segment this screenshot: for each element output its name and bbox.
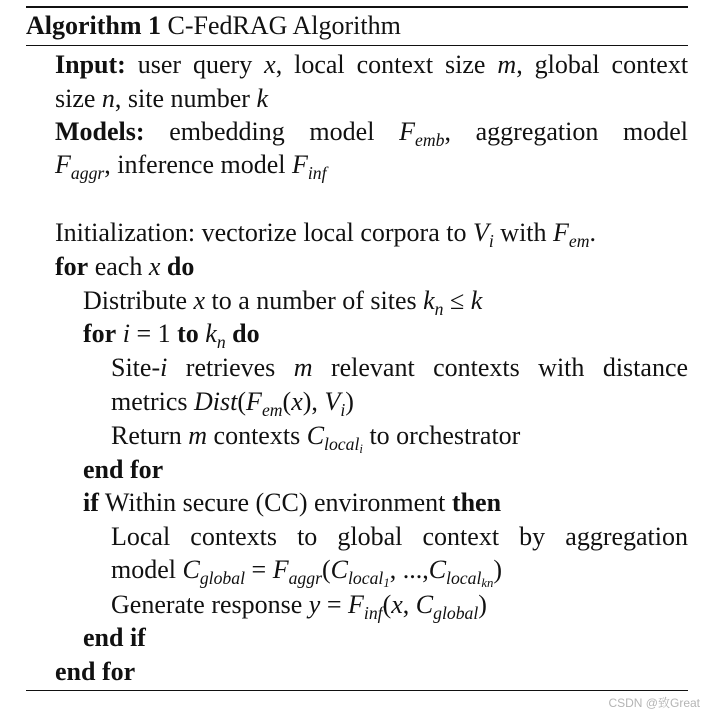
math-var: i xyxy=(122,319,130,348)
top-rule xyxy=(26,6,688,8)
math-var: k xyxy=(256,84,268,113)
math-paren: ) xyxy=(478,590,487,619)
math-subscript: em xyxy=(261,399,283,420)
math-subscript: i xyxy=(340,399,346,420)
math-var: x xyxy=(264,50,276,79)
math-var: C xyxy=(428,555,447,584)
distribute-line xyxy=(83,286,483,319)
math-var: C xyxy=(415,590,434,619)
math-var: V xyxy=(472,218,489,247)
input-text: size xyxy=(55,84,96,113)
models-text: embedding model xyxy=(169,117,375,146)
init-text: with xyxy=(500,218,547,247)
init-text: . xyxy=(589,218,597,247)
math-var: m xyxy=(497,50,517,79)
math-var: i xyxy=(160,353,168,382)
models-text: , aggregation model xyxy=(444,117,689,146)
for-text: each xyxy=(94,252,143,281)
math-var: x xyxy=(148,252,161,281)
math-var: F xyxy=(553,218,569,247)
aggregate-line-1: Local contexts to global context by aggregation xyxy=(111,522,688,551)
input-line-2 xyxy=(55,86,268,112)
if-line xyxy=(83,490,501,516)
bottom-rule xyxy=(26,690,688,691)
generate-text: Generate response xyxy=(111,590,303,619)
math-paren: ( xyxy=(321,555,331,584)
input-keyword: Input: xyxy=(55,50,126,79)
math-paren: ) xyxy=(345,387,354,416)
generate-line xyxy=(111,590,487,623)
math-subscript: inf xyxy=(363,602,383,623)
math-paren: ), xyxy=(302,387,318,416)
if-text: Within secure (CC) environment xyxy=(104,488,446,517)
math-var: m xyxy=(188,421,208,450)
math-subscript: local xyxy=(347,567,384,588)
math-subscript: aggr xyxy=(288,567,322,588)
math-var: F xyxy=(55,150,71,179)
math-var: F xyxy=(348,590,364,619)
aggregate-line-2 xyxy=(111,555,503,591)
return-text: to orchestrator xyxy=(369,421,521,450)
math-var: F xyxy=(272,555,289,584)
math-operator: = xyxy=(251,555,267,584)
math-subscript: emb xyxy=(415,129,445,150)
models-text: , inference model xyxy=(104,150,286,179)
math-var: k xyxy=(205,319,217,348)
math-operator: ≤ xyxy=(450,286,465,315)
end-for-outer: end for xyxy=(55,657,136,686)
math-operator: = 1 xyxy=(136,319,171,348)
math-subsubscript: 1 xyxy=(383,576,390,591)
return-line xyxy=(111,421,521,457)
math-paren: ( xyxy=(237,387,247,416)
return-text: contexts xyxy=(213,421,301,450)
input-text: , local context size xyxy=(275,50,486,79)
math-subsubscript: i xyxy=(359,442,363,457)
math-paren: ) xyxy=(493,555,503,584)
input-text: user query xyxy=(137,50,253,79)
math-var: k xyxy=(470,286,483,315)
init-text: Initialization: vectorize local corpora to xyxy=(55,218,467,247)
retrieve-text: metrics xyxy=(111,387,188,416)
math-subscript: global xyxy=(433,602,479,623)
math-var: n xyxy=(101,84,115,113)
keyword-for: for xyxy=(55,252,89,281)
keyword-to: to xyxy=(177,319,199,348)
math-paren: ( xyxy=(282,387,292,416)
return-text: Return xyxy=(111,421,182,450)
keyword-then: then xyxy=(451,488,502,517)
models-keyword: Models: xyxy=(55,117,145,146)
retrieve-text: Site- xyxy=(111,353,161,382)
math-subscript: em xyxy=(568,230,590,251)
for-i-line xyxy=(83,319,260,352)
math-var: k xyxy=(423,286,435,315)
math-operator: = xyxy=(326,590,342,619)
math-var: F xyxy=(246,387,262,416)
retrieve-line-2 xyxy=(111,387,354,420)
math-subscript: i xyxy=(488,230,494,251)
math-var: x xyxy=(291,387,303,416)
input-text: , global context xyxy=(516,50,689,79)
aggregate-text: model xyxy=(111,555,176,584)
math-var: y xyxy=(308,590,321,619)
caption-rule xyxy=(26,45,688,46)
end-for-inner: end for xyxy=(83,455,164,484)
retrieve-line-1 xyxy=(111,355,688,381)
math-subscript: local xyxy=(324,433,360,454)
math-subscript: n xyxy=(434,298,444,319)
math-subscript: inf xyxy=(307,162,327,183)
math-var: m xyxy=(293,353,313,382)
for-each-line xyxy=(55,254,194,280)
watermark: CSDN @致Great xyxy=(608,696,700,710)
math-var: F xyxy=(399,117,416,146)
retrieve-text: relevant contexts with distance xyxy=(330,353,689,382)
math-comma: , xyxy=(402,590,410,619)
models-line-1 xyxy=(55,117,689,150)
math-var: V xyxy=(324,387,341,416)
math-subscript: aggr xyxy=(70,162,105,183)
keyword-do: do xyxy=(166,252,195,281)
math-var: F xyxy=(291,150,308,179)
algorithm-caption xyxy=(26,13,401,39)
keyword-for: for xyxy=(83,319,117,348)
math-var: x xyxy=(193,286,206,315)
init-line xyxy=(55,218,597,251)
math-subscript: n xyxy=(216,331,226,352)
input-line-1 xyxy=(55,52,688,78)
algorithm-label: Algorithm 1 xyxy=(26,11,162,40)
math-var: C xyxy=(330,555,348,584)
math-var: x xyxy=(391,590,403,619)
distribute-text: Distribute xyxy=(83,286,187,315)
retrieve-text: retrieves xyxy=(185,353,276,382)
math-var: C xyxy=(306,421,325,450)
keyword-do: do xyxy=(232,319,260,348)
math-subsubscript: kn xyxy=(481,576,494,591)
keyword-if: if xyxy=(83,488,99,517)
models-line-2 xyxy=(55,150,327,183)
math-subscript: local xyxy=(446,567,482,588)
math-ellipsis: , ..., xyxy=(389,555,429,584)
end-if: end if xyxy=(83,623,146,652)
math-function: Dist xyxy=(194,387,238,416)
input-text: , site number xyxy=(114,84,250,113)
math-subscript: global xyxy=(199,567,246,588)
algorithm-name: C-FedRAG Algorithm xyxy=(167,11,401,40)
math-paren: ( xyxy=(382,590,392,619)
math-var: C xyxy=(182,555,200,584)
distribute-text: to a number of sites xyxy=(211,286,417,315)
